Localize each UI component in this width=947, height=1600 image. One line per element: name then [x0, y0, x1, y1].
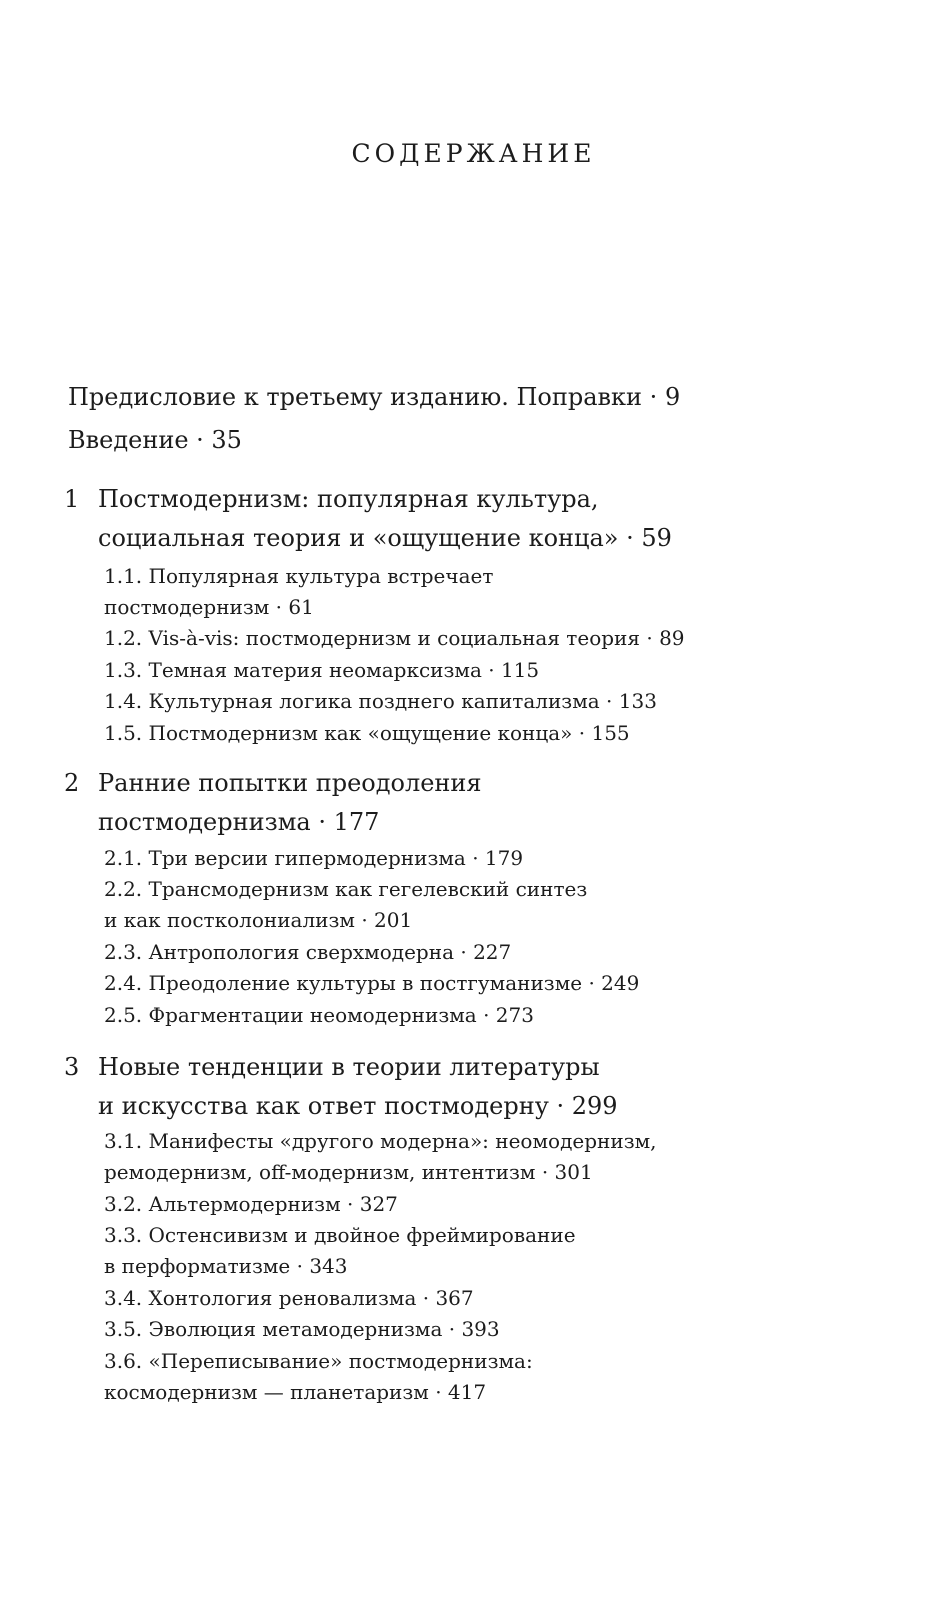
section-line: космодернизм — планетаризм · 417	[104, 1380, 487, 1404]
section-line: ремодернизм, off-модернизм, интентизм · 301	[104, 1160, 593, 1184]
section-line: 1.5. Постмодернизм как «ощущение конца» · 155	[104, 721, 630, 745]
toc-entry-introduction[interactable]: Введение · 35	[68, 426, 242, 454]
toc-section-2-5[interactable]	[104, 1000, 534, 1031]
section-line: 3.5. Эволюция метамодернизма · 393	[104, 1317, 500, 1341]
section-line: 3.1. Манифесты «другого модерна»: неомодернизм,	[104, 1129, 657, 1153]
toc-section-1-2[interactable]	[104, 623, 685, 654]
section-line: постмодернизм · 61	[104, 595, 314, 619]
chapter-number: 2	[64, 769, 80, 797]
toc-section-2-1[interactable]	[104, 843, 523, 874]
toc-section-1-1[interactable]	[104, 561, 493, 623]
chapter-number: 3	[64, 1053, 80, 1081]
toc-section-2-4[interactable]	[104, 968, 639, 999]
section-line: 2.5. Фрагментации неомодернизма · 273	[104, 1003, 534, 1027]
section-line: 1.2. Vis-à-vis: постмодернизм и социальная теория · 89	[104, 626, 685, 650]
toc-section-1-4[interactable]	[104, 686, 657, 717]
chapter-title-line: и искусства как ответ постмодерну · 299	[98, 1092, 618, 1120]
toc-section-3-3[interactable]	[104, 1220, 576, 1282]
chapter-title	[98, 764, 482, 842]
toc-section-2-2[interactable]	[104, 874, 587, 936]
section-line: 1.3. Темная материя неомарксизма · 115	[104, 658, 540, 682]
chapter-title-line: социальная теория и «ощущение конца» · 59	[98, 524, 672, 552]
section-line: и как постколониализм · 201	[104, 908, 413, 932]
section-line: 1.4. Культурная логика позднего капитализма · 133	[104, 689, 657, 713]
toc-section-1-3[interactable]	[104, 655, 539, 686]
section-line: 3.3. Остенсивизм и двойное фреймирование	[104, 1223, 576, 1247]
section-line: 1.1. Популярная культура встречает	[104, 564, 494, 588]
chapter-title-line: Ранние попытки преодоления	[98, 769, 482, 797]
page-title: СОДЕРЖАНИЕ	[351, 139, 596, 168]
toc-section-3-5[interactable]	[104, 1314, 500, 1345]
chapter-title	[98, 1048, 618, 1126]
section-line: 3.2. Альтермодернизм · 327	[104, 1192, 398, 1216]
toc-section-3-1[interactable]	[104, 1126, 657, 1188]
chapter-number: 1	[64, 485, 80, 513]
chapter-title-line: Новые тенденции в теории литературы	[98, 1053, 600, 1081]
section-line: 3.4. Хонтология реновализма · 367	[104, 1286, 474, 1310]
chapter-title	[98, 480, 672, 558]
chapter-title-line: Постмодернизм: популярная культура,	[98, 485, 599, 513]
toc-section-3-6[interactable]	[104, 1346, 533, 1408]
section-line: 2.4. Преодоление культуры в постгуманизме · 249	[104, 971, 640, 995]
toc-section-3-2[interactable]	[104, 1189, 398, 1220]
section-line: 3.6. «Переписывание» постмодернизма:	[104, 1349, 533, 1373]
toc-section-2-3[interactable]	[104, 937, 511, 968]
toc-section-1-5[interactable]	[104, 718, 630, 749]
chapter-title-line: постмодернизма · 177	[98, 808, 380, 836]
section-line: 2.1. Три версии гипермодернизма · 179	[104, 846, 524, 870]
toc-section-3-4[interactable]	[104, 1283, 474, 1314]
toc-entry-preface[interactable]: Предисловие к третьему изданию. Поправки · 9	[68, 383, 681, 411]
section-line: 2.3. Антропология сверхмодерна · 227	[104, 940, 512, 964]
section-line: в перформатизме · 343	[104, 1254, 348, 1278]
section-line: 2.2. Трансмодернизм как гегелевский синтез	[104, 877, 588, 901]
